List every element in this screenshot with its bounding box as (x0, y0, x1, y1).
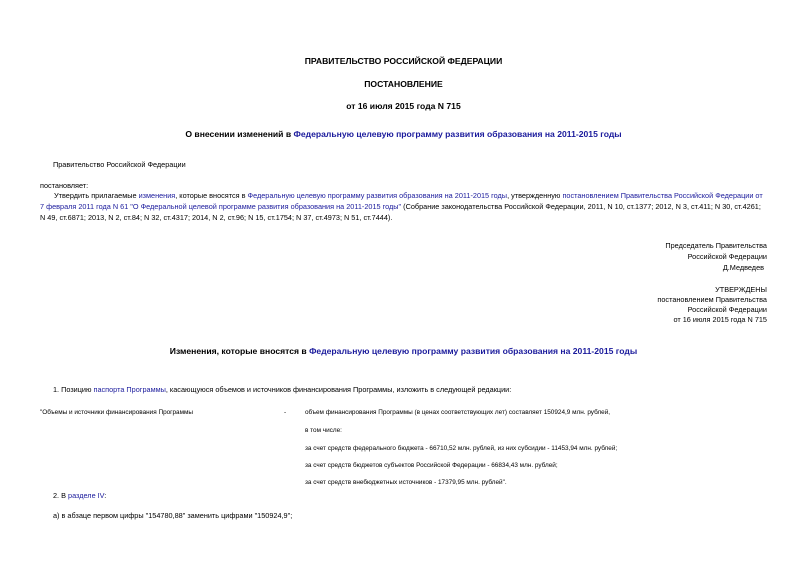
program-link-2[interactable]: Федеральную целевую программу развития образования на 2011-2015 годы (247, 191, 508, 200)
table-row: за счет средств бюджетов субъектов Российской Федерации - 66834,43 млн. рублей; (305, 462, 558, 469)
doc-title (0, 129, 807, 139)
item-2a: а) в абзаце первом цифры "154780,88" заменить цифрами "150924,9"; (53, 511, 293, 520)
government-text: Правительство Российской Федерации (53, 160, 186, 169)
p1-text-4: (Собрание законодательства Российской Федерации, 2011, N 10, ст.1377; 2012, N 3, ст.411; N 30, ст.4261; N 49, ст.6871; 2013, N 2, ст.84; N 32, ст.4317; 2014, N 2, ст.96; N 15, ст.1754; N 37, ст.4973; N 51, ст.7444). (40, 202, 761, 222)
section-iv-link[interactable]: разделе IV (68, 491, 105, 500)
table-row: в том числе: (305, 427, 342, 434)
resolution-paragraph (40, 190, 768, 223)
approved-line-2: постановлением Правительства (657, 295, 767, 304)
approved-line-3: Российской Федерации (687, 305, 767, 314)
program-link[interactable]: Федеральную целевую программу развития образования на 2011-2015 годы (293, 129, 622, 139)
signature-title-2: Российской Федерации (687, 252, 767, 261)
table-row: за счет средств внебюджетных источников - 17379,95 млн. рублей". (305, 479, 507, 486)
signature-title-1: Председатель Правительства (665, 241, 767, 250)
approved-line-4: от 16 июля 2015 года N 715 (673, 315, 767, 324)
p1-text-2: , которые вносятся в (175, 191, 248, 200)
changes-link[interactable]: изменения (138, 191, 176, 200)
resolves-text: постановляет: (40, 181, 89, 190)
signature-name: Д.Медведев (722, 263, 764, 272)
doc-date-number: от 16 июля 2015 года N 715 (346, 101, 461, 111)
table-label: "Объемы и источники финансирования Программы (40, 409, 193, 416)
table-row: объем финансирования Программы (в ценах соответствующих лет) составляет 150924,9 млн. рублей, (305, 409, 611, 416)
changes-title (0, 346, 807, 356)
doc-type: ПОСТАНОВЛЕНИЕ (364, 79, 443, 89)
approved-heading: УТВЕРЖДЕНЫ (715, 285, 767, 294)
item-2-prefix: 2. В (53, 491, 69, 500)
item-2 (53, 491, 106, 500)
table-dash: - (284, 409, 287, 416)
p1-text-3: , утвержденную (507, 191, 563, 200)
item-2-suffix: : (104, 491, 107, 500)
p1-text-1: Утвердить прилагаемые (54, 191, 139, 200)
passport-link[interactable]: паспорта Программы (93, 385, 166, 394)
resolution-61-link[interactable]: постановлением Правительства Российской Федерации от 7 февраля 2011 года N 61 "О Федеральной целевой программе развития образования на 2011-2015 годы" (40, 191, 763, 211)
item-1 (53, 385, 511, 394)
org-name: ПРАВИТЕЛЬСТВО РОССИЙСКОЙ ФЕДЕРАЦИИ (304, 56, 503, 66)
doc-title-prefix: О внесении изменений в (185, 129, 294, 139)
item-1-suffix: , касающуюся объемов и источников финансирования Программы, изложить в следующей редакции: (165, 385, 512, 394)
item-1-prefix: 1. Позицию (53, 385, 94, 394)
changes-title-prefix: Изменения, которые вносятся в (169, 346, 310, 356)
program-link-3[interactable]: Федеральную целевую программу развития образования на 2011-2015 годы (309, 346, 638, 356)
table-row: за счет средств федерального бюджета - 66710,52 млн. рублей, из них субсидии - 11453,94 млн. рублей; (305, 445, 618, 452)
